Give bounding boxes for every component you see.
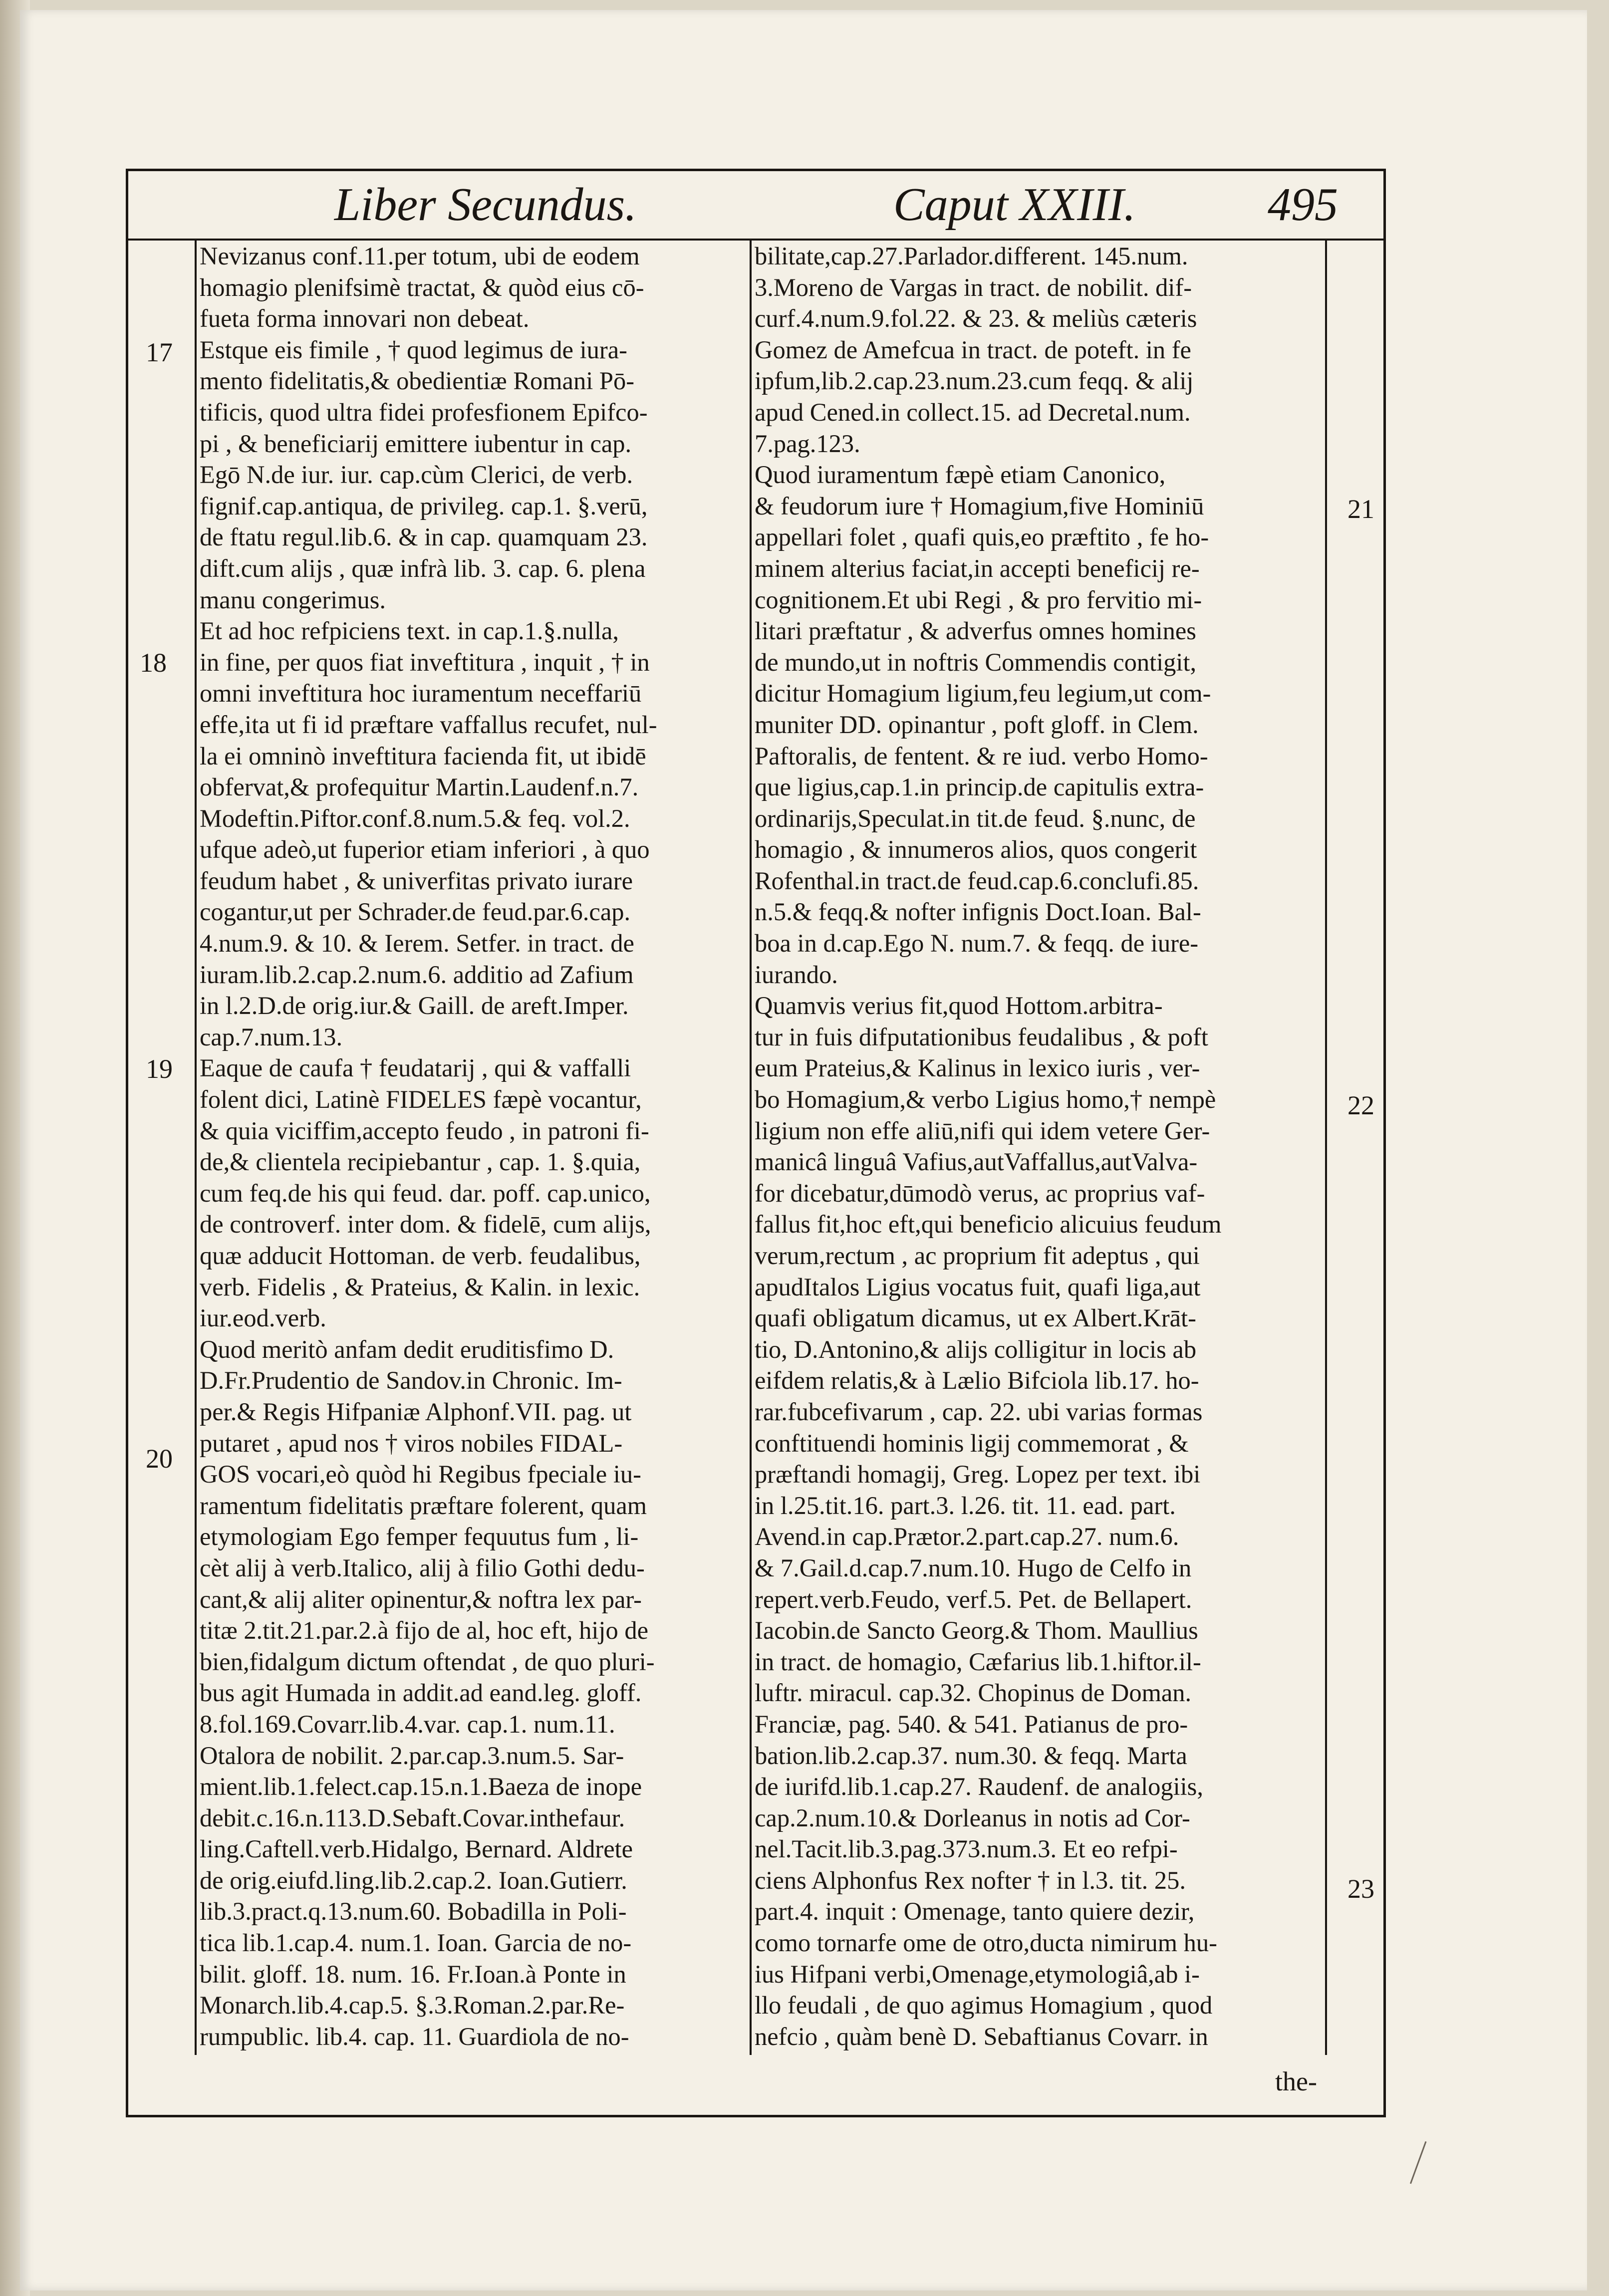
text-line: ligium non effe aliū,nifi qui idem vetere Ger- (755, 1116, 1210, 1145)
text-line: per.& Regis Hifpaniæ Alphonf.VII. pag. ut (200, 1397, 632, 1426)
text-line: bilitate,cap.27.Parlador.different. 145.num. (755, 242, 1188, 270)
right-text-column (755, 241, 1321, 2052)
text-line: conftituendi hominis ligij commemorat , & (755, 1429, 1189, 1457)
text-line: bien,fidalgum dictum oftendat , de quo pluri- (200, 1647, 655, 1676)
text-line: ling.Caftell.verb.Hidalgo, Bernard. Aldrete (200, 1835, 633, 1863)
text-line: Quamvis verius fit,quod Hottom.arbitra- (755, 992, 1163, 1020)
left-text-column (200, 241, 745, 2052)
text-line: appellari folet , quafi quis,eo præftito , fe ho- (755, 523, 1209, 551)
text-line: cognitionem.Et ubi Regi , & pro fervitio mi- (755, 585, 1202, 614)
text-line: bo Homagium,& verbo Ligius homo,† nempè (755, 1085, 1216, 1114)
text-line: fignif.cap.antiqua, de privileg. cap.1. §.verū, (200, 492, 648, 520)
text-line: n.5.& feqq.& nofter infignis Doct.Ioan. Bal- (755, 898, 1201, 926)
text-line: de controverf. inter dom. & fidelē, cum alijs, (200, 1210, 651, 1239)
text-line: Quod meritò anfam dedit eruditisfimo D. (200, 1335, 614, 1363)
margin-number-22: 22 (1347, 1090, 1374, 1120)
text-line: ciens Alphonfus Rex nofter † in l.3. tit. 25. (755, 1866, 1186, 1894)
page-number: 495 (1268, 179, 1338, 231)
text-line: dift.cum alijs , quæ infrà lib. 3. cap. 6. plena (200, 554, 646, 582)
text-line: part.4. inquit : Omenage, tanto quiere dezir, (755, 1897, 1195, 1926)
text-line: Monarch.lib.4.cap.5. §.3.Roman.2.par.Re- (200, 1991, 625, 2020)
text-line: bilit. gloff. 18. num. 16. Fr.Ioan.à Ponte in (200, 1960, 626, 1988)
text-line: apud Cened.in collect.15. ad Decretal.num. (755, 398, 1191, 426)
text-line: & 7.Gail.d.cap.7.num.10. Hugo de Celfo in (755, 1553, 1192, 1582)
text-line: manu congerimus. (200, 585, 386, 614)
text-line: ramentum fidelitatis præftare folerent, quam (200, 1491, 647, 1520)
text-line: rar.fubcefivarum , cap. 22. ubi varias formas (755, 1397, 1203, 1426)
text-line: bation.lib.2.cap.37. num.30. & feqq. Marta (755, 1741, 1187, 1770)
text-line: mento fidelitatis,& obedientiæ Romani Pō- (200, 367, 635, 395)
text-line: que ligius,cap.1.in princip.de capitulis extra- (755, 773, 1204, 801)
text-line: litari præftatur , & adverfus omnes homines (755, 617, 1196, 645)
left-inner-rule (195, 239, 197, 2055)
text-line: lib.3.pract.q.13.num.60. Bobadilla in Poli- (200, 1897, 627, 1926)
text-line: putaret , apud nos † viros nobiles FIDAL- (200, 1429, 623, 1457)
text-line: effe,ita ut fi id præftare vaffallus recufet, nul- (200, 710, 657, 739)
text-line: como tornarfe ome de otro,ducta nimirum hu- (755, 1929, 1217, 1957)
text-line: 8.fol.169.Covarr.lib.4.var. cap.1. num.11. (200, 1710, 615, 1738)
text-line: tica lib.1.cap.4. num.1. Ioan. Garcia de no- (200, 1929, 632, 1957)
text-line: ipfum,lib.2.cap.23.num.23.cum feqq. & alij (755, 367, 1194, 395)
text-line: verum,rectum , ac proprium fit adeptus , qui (755, 1242, 1200, 1270)
text-line: de iurifd.lib.1.cap.27. Raudenf. de analogiis, (755, 1773, 1203, 1801)
text-line: præftandi homagij, Greg. Lopez per text. ibi (755, 1460, 1201, 1489)
text-line: folent dici, Latinè FIDELES fæpè vocantur, (200, 1085, 642, 1114)
margin-number-20: 20 (146, 1444, 173, 1474)
text-line: cogantur,ut per Schrader.de feud.par.6.cap. (200, 898, 631, 926)
text-line: quæ adducit Hottoman. de verb. feudalibus, (200, 1242, 641, 1270)
text-line: mient.lib.1.felect.cap.15.n.1.Baeza de inope (200, 1773, 642, 1801)
text-line: de orig.eiufd.ling.lib.2.cap.2. Ioan.Gutierr. (200, 1866, 627, 1894)
text-line: titæ 2.tit.21.par.2.à fijo de al, hoc eft, hijo de (200, 1616, 648, 1645)
text-line: iuram.lib.2.cap.2.num.6. additio ad Zafium (200, 960, 634, 989)
text-line: curf.4.num.9.fol.22. & 23. & meliùs cæteris (755, 304, 1197, 333)
text-line: de ftatu regul.lib.6. & in cap. quamquam 23. (200, 523, 648, 551)
text-line: manicâ linguâ Vafius,autVaffallus,autValva- (755, 1148, 1198, 1176)
text-line: bus agit Humada in addit.ad eand.leg. gloff. (200, 1679, 642, 1707)
text-line: in fine, per quos fiat inveftitura , inquit , † in (200, 648, 650, 676)
text-line: omni inveftitura hoc iuramentum neceffariū (200, 679, 642, 708)
text-line: 3.Moreno de Vargas in tract. de nobilit. dif- (755, 273, 1192, 301)
text-line: Et ad hoc refpiciens text. in cap.1.§.nulla, (200, 617, 619, 645)
text-line: Rofenthal.in tract.de feud.cap.6.conclufi.85. (755, 866, 1199, 895)
catchword: the- (1275, 2066, 1317, 2096)
text-line: boa in d.cap.Ego N. num.7. & feqq. de iure- (755, 929, 1199, 958)
center-rule (750, 239, 752, 2055)
text-line: etymologiam Ego femper fequutus fum , li- (200, 1523, 639, 1551)
text-line: GOS vocari,eò quòd hi Regibus fpeciale iu- (200, 1460, 641, 1489)
text-line: 4.num.9. & 10. & Ierem. Setfer. in tract. de (200, 929, 634, 958)
text-line: cant,& alij aliter opinentur,& noftra lex par- (200, 1585, 642, 1613)
text-line: eum Prateius,& Kalinus in lexico iuris , ver- (755, 1054, 1200, 1082)
right-inner-rule (1325, 239, 1327, 2055)
text-line: eifdem relatis,& à Lælio Bifciola lib.17. ho- (755, 1366, 1199, 1395)
text-line: tificis, quod ultra fidei profesfionem Epifco- (200, 398, 648, 426)
text-line: fallus fit,hoc eft,qui beneficio alicuius feudum (755, 1210, 1222, 1239)
text-line: in l.25.tit.16. part.3. l.26. tit. 11. ead. part. (755, 1491, 1176, 1520)
text-line: Estque eis fimile , † quod legimus de iura- (200, 335, 627, 364)
text-line: Modeftin.Piftor.conf.8.num.5.& feq. vol.2. (200, 804, 630, 832)
text-line: dicitur Homagium ligium,feu legium,ut com- (755, 679, 1211, 708)
text-line: Gomez de Amefcua in tract. de poteft. in fe (755, 335, 1191, 364)
text-line: Quod iuramentum fæpè etiam Canonico, (755, 461, 1166, 489)
text-line: iur.eod.verb. (200, 1304, 326, 1332)
text-line: in tract. de homagio, Cæfarius lib.1.hiftor.il- (755, 1647, 1201, 1676)
text-line: cap.7.num.13. (200, 1022, 343, 1051)
text-line: Otalora de nobilit. 2.par.cap.3.num.5. Sar- (200, 1741, 624, 1770)
text-line: nefcio , quàm benè D. Sebaftianus Covarr. in (755, 2022, 1208, 2050)
text-line: minem alterius faciat,in accepti beneficij re- (755, 554, 1200, 582)
text-line: cum feq.de his qui feud. dar. poff. cap.unico, (200, 1179, 651, 1207)
text-line: ius Hifpani verbi,Omenage,etymologiâ,ab i- (755, 1960, 1200, 1988)
text-line: ordinarijs,Speculat.in tit.de feud. §.nunc, de (755, 804, 1196, 832)
text-line: cèt alij à verb.Italico, alij à filio Gothi dedu- (200, 1553, 645, 1582)
text-line: muniter DD. opinantur , poft gloff. in Clem. (755, 710, 1199, 739)
text-line: verb. Fidelis , & Prateius, & Kalin. in lexic. (200, 1273, 640, 1301)
text-line: in l.2.D.de orig.iur.& Gaill. de areft.Imper. (200, 992, 629, 1020)
text-line: for dicebatur,dūmodò verus, ac proprius vaf- (755, 1179, 1205, 1207)
text-line: & quia viciffim,accepto feudo , in patroni fi- (200, 1116, 649, 1145)
margin-number-21: 21 (1347, 494, 1374, 524)
text-line: & feudorum iure † Homagium,five Hominiū (755, 492, 1204, 520)
margin-number-23: 23 (1347, 1874, 1374, 1904)
text-line: de,& clientela recipiebantur , cap. 1. §.quia, (200, 1148, 641, 1176)
text-line: debit.c.16.n.113.D.Sebaft.Covar.inthefaur. (200, 1803, 625, 1832)
text-line: Egō N.de iur. iur. cap.cùm Clerici, de verb. (200, 461, 633, 489)
text-line: apudItalos Ligius vocatus fuit, quafi liga,aut (755, 1273, 1201, 1301)
text-line: Iacobin.de Sancto Georg.& Thom. Maullius (755, 1616, 1198, 1645)
text-line: homagio , & innumeros alios, quos congerit (755, 835, 1197, 864)
text-line: Avend.in cap.Prætor.2.part.cap.27. num.6. (755, 1523, 1179, 1551)
text-line: Paftoralis, de fentent. & re iud. verbo Homo- (755, 742, 1208, 770)
text-line: ufque adeò,ut fuperior etiam inferiori , à quo (200, 835, 650, 864)
text-line: quafi obligatum dicamus, ut ex Albert.Krāt- (755, 1304, 1196, 1332)
text-line: Nevizanus conf.11.per totum, ubi de eodem (200, 242, 640, 270)
running-head-book: Liber Secundus. (334, 179, 637, 231)
text-line: 7.pag.123. (755, 429, 860, 458)
text-line: la ei omninò inveftitura facienda fit, ut ibidē (200, 742, 646, 770)
text-line: D.Fr.Prudentio de Sandov.in Chronic. Im- (200, 1366, 622, 1395)
text-line: tio, D.Antonino,& alijs colligitur in locis ab (755, 1335, 1197, 1363)
text-line: iurando. (755, 960, 838, 989)
running-head-chapter: Caput XXIII. (893, 179, 1136, 231)
text-line: obfervat,& profequitur Martin.Laudenf.n.7. (200, 773, 639, 801)
text-line: Eaque de caufa † feudatarij , qui & vaffalli (200, 1054, 631, 1082)
text-line: homagio plenifsimè tractat, & quòd eius cō- (200, 273, 644, 301)
margin-number-19: 19 (146, 1054, 173, 1084)
margin-number-18: 18 (140, 648, 167, 678)
text-line: rumpublic. lib.4. cap. 11. Guardiola de no- (200, 2022, 629, 2050)
text-line: nel.Tacit.lib.3.pag.373.num.3. Et eo refpi- (755, 1835, 1178, 1863)
text-line: llo feudali , de quo agimus Homagium , quod (755, 1991, 1213, 2020)
margin-number-17: 17 (146, 337, 173, 367)
text-line: de mundo,ut in noftris Commendis contigit, (755, 648, 1197, 676)
text-line: fueta forma innovari non debeat. (200, 304, 530, 333)
text-line: pi , & beneficiarij emittere iubentur in cap. (200, 429, 632, 458)
text-line: cap.2.num.10.& Dorleanus in notis ad Cor- (755, 1803, 1190, 1832)
text-line: feudum habet , & univerfitas privato iurare (200, 866, 633, 895)
text-line: luftr. miracul. cap.32. Chopinus de Doman. (755, 1679, 1192, 1707)
text-line: tur in fuis difputationibus feudalibus , & poft (755, 1022, 1208, 1051)
text-line: repert.verb.Feudo, verf.5. Pet. de Bellapert. (755, 1585, 1192, 1613)
text-line: Franciæ, pag. 540. & 541. Patianus de pro- (755, 1710, 1188, 1738)
